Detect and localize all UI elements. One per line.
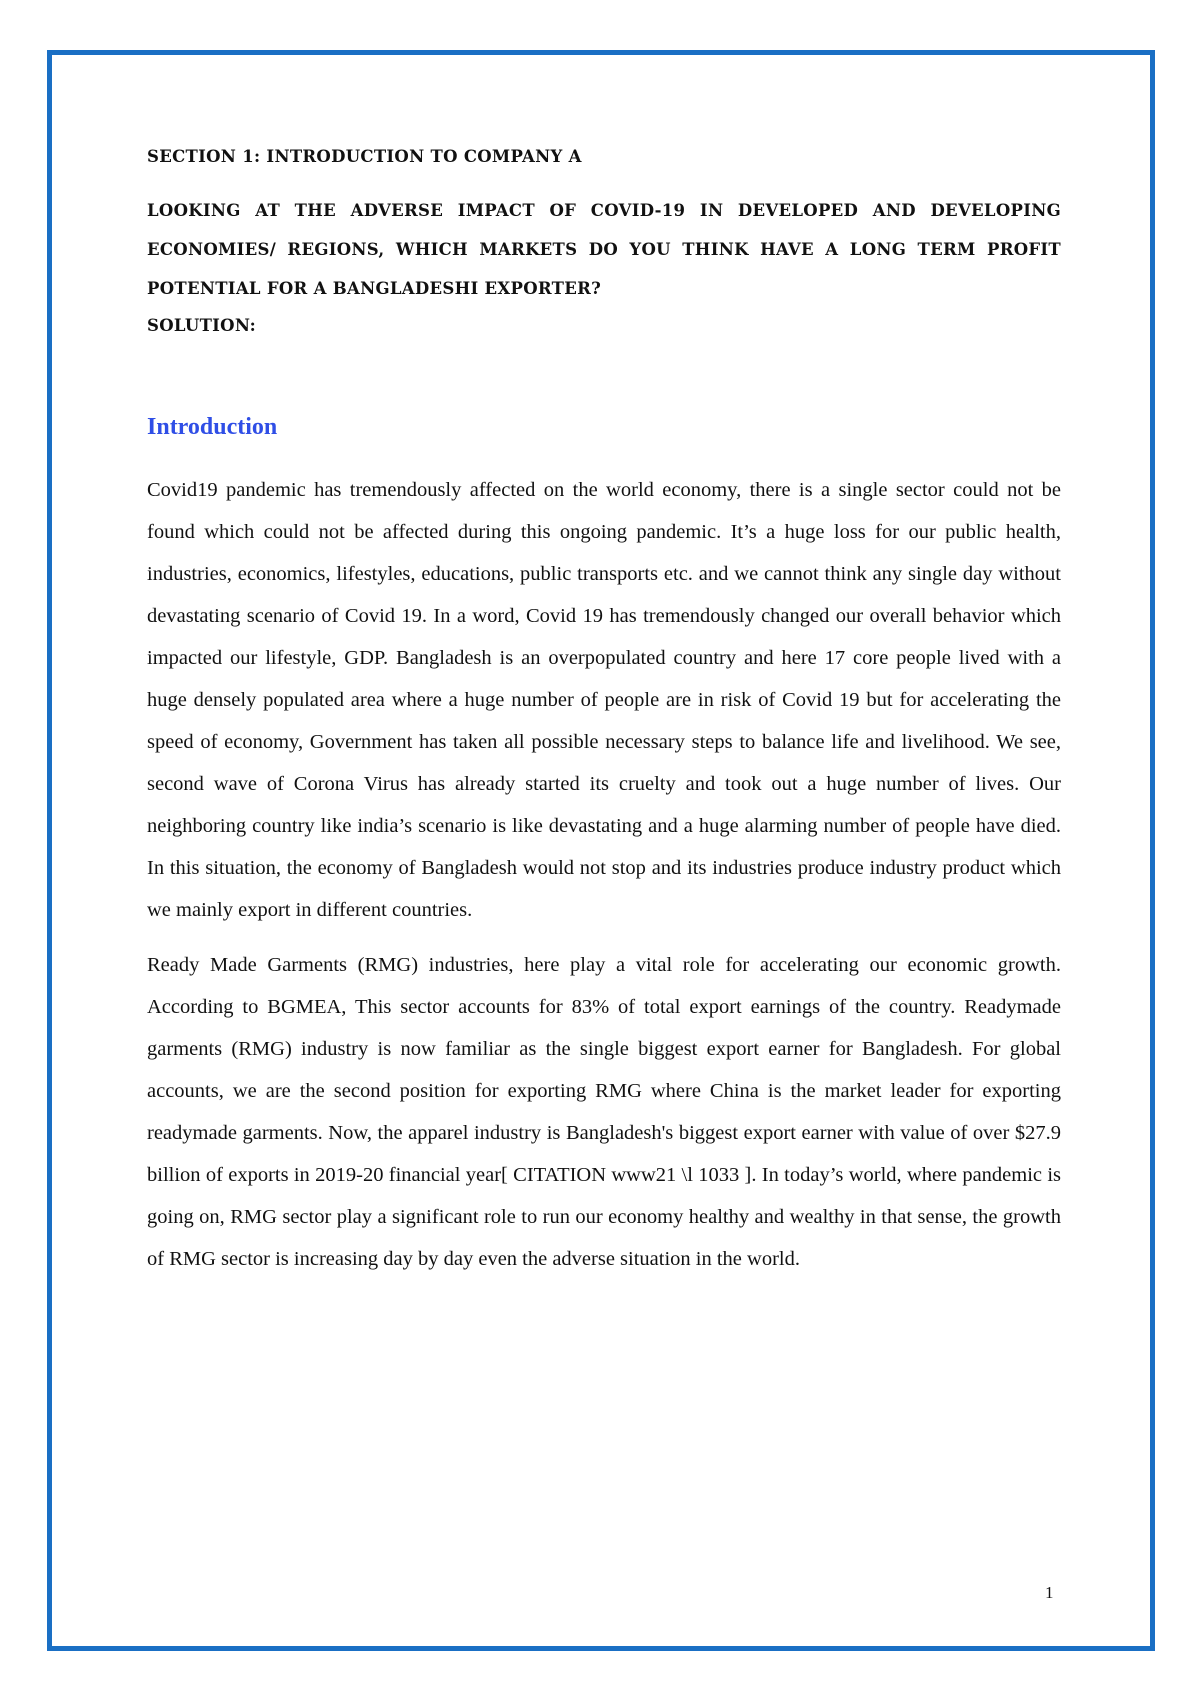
section-heading: SECTION 1: INTRODUCTION TO COMPANY A	[147, 147, 582, 166]
question-text: LOOKING AT THE ADVERSE IMPACT OF COVID-19 IN DEVELOPED AND DEVELOPING ECONOMIES/ REGIONS, WHICH MARKETS DO YOU THINK HAVE A LONG TERM PROFIT POTENTIAL FOR A BANGLADESHI EXPORTER?	[147, 201, 1061, 298]
solution-label: SOLUTION:	[147, 316, 257, 335]
introduction-heading: Introduction	[147, 414, 278, 440]
page-number: 1	[1045, 1583, 1054, 1602]
document-body	[147, 145, 1061, 1293]
paragraph-rmg-industry: Ready Made Garments (RMG) industries, here play a vital role for accelerating our economic growth. According to BGMEA, This sector accounts for 83% of total export earnings of the country. Readymade garments (RMG) industry is now familiar as the single biggest export earner for Bangladesh. For global accounts, we are the second position for exporting RMG where China is the market leader for exporting readymade garments. Now, the apparel industry is Bangladesh's biggest export earner with value of over $27.9 billion of exports in 2019-20 financial year[ CITATION www21 \l 1033 ]. In today’s world, where pandemic is going on, RMG sector play a significant role to run our economy healthy and wealthy in that sense, the growth of RMG sector is increasing day by day even the adverse situation in the world.	[147, 954, 1061, 1270]
paragraph-covid-impact: Covid19 pandemic has tremendously affected on the world economy, there is a single sector could not be found which could not be affected during this ongoing pandemic. It’s a huge loss for our public health, industries, economics, lifestyles, educations, public transports etc. and we cannot think any single day without devastating scenario of Covid 19. In a word, Covid 19 has tremendously changed our overall behavior which impacted our lifestyle, GDP. Bangladesh is an overpopulated country and here 17 core people lived with a huge densely populated area where a huge number of people are in risk of Covid 19 but for accelerating the speed of economy, Government has taken all possible necessary steps to balance life and livelihood. We see, second wave of Corona Virus has already started its cruelty and took out a huge number of lives. Our neighboring country like india’s scenario is like devastating and a huge alarming number of people have died. In this situation, the economy of Bangladesh would not stop and its industries produce industry product which we mainly export in different countries.	[147, 479, 1061, 921]
